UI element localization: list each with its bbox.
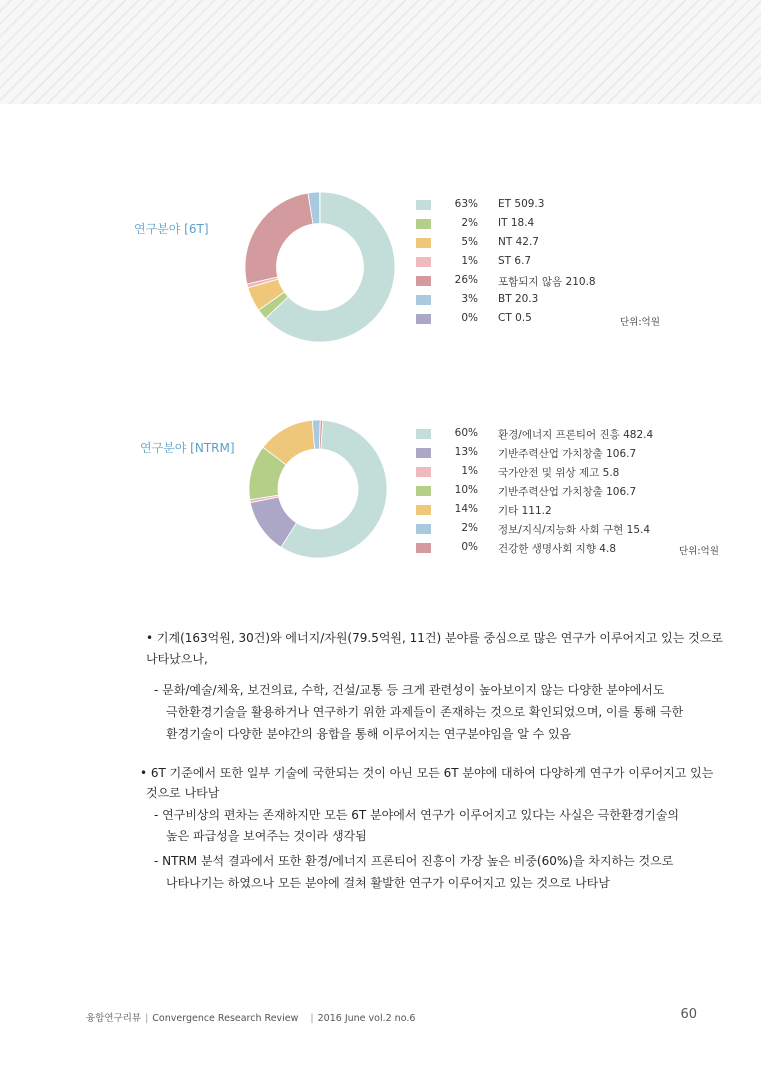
legend-label: 국가안전 및 위상 제고 5.8 xyxy=(498,467,620,479)
legend-percent: 26% xyxy=(454,274,478,286)
legend-percent: 0% xyxy=(461,312,478,324)
legend-percent: 14% xyxy=(454,503,478,515)
legend-swatch xyxy=(416,219,431,229)
sub-bullet-text: - 연구비상의 편차는 존재하지만 모든 6T 분야에서 연구가 이루어지고 있다는 사실은 극한환경기술의 xyxy=(154,808,679,822)
legend-label: IT 18.4 xyxy=(498,217,535,229)
legend-swatch xyxy=(416,524,431,534)
sub-bullet-text: 나타나기는 하였으나 모든 분야에 걸쳐 활발한 연구가 이루어지고 있는 것으로 나타남 xyxy=(166,876,610,890)
legend-percent: 2% xyxy=(461,217,478,229)
sub-bullet-text: - 문화/예술/체육, 보건의료, 수학, 건설/교통 등 크게 관련성이 높아보이지 않는 다양한 분야에서도 xyxy=(154,683,665,697)
legend-label: 기타 111.2 xyxy=(498,505,552,517)
legend-swatch xyxy=(416,467,431,477)
legend-percent: 5% xyxy=(461,236,478,248)
legend-percent: 1% xyxy=(461,465,478,477)
legend-percent: 3% xyxy=(461,293,478,305)
issue-info: 2016 June vol.2 no.6 xyxy=(317,1013,416,1024)
legend-percent: 63% xyxy=(454,198,478,210)
bullet-text: 나타났으나, xyxy=(146,652,208,666)
legend-swatch xyxy=(416,486,431,496)
unit-label: 단위:억원 xyxy=(679,546,719,557)
donut-slice-4 xyxy=(245,193,313,284)
legend-label: NT 42.7 xyxy=(498,236,539,248)
sub-bullet-text: 환경기술이 다양한 분야간의 융합을 통해 이루어지는 연구분야임을 알 수 있음 xyxy=(166,727,572,741)
legend-percent: 60% xyxy=(454,427,478,439)
legend-swatch xyxy=(416,295,431,305)
legend-label: 포함되지 않음 210.8 xyxy=(498,276,596,288)
unit-label: 단위:억원 xyxy=(620,317,660,328)
chart-legend xyxy=(416,427,716,567)
sub-bullet-text: 높은 파급성을 보여주는 것이라 생각됨 xyxy=(166,829,367,843)
legend-swatch xyxy=(416,257,431,267)
legend-swatch xyxy=(416,543,431,553)
legend-swatch xyxy=(416,276,431,286)
legend-label: ET 509.3 xyxy=(498,198,545,210)
bullet-text: 것으로 나타남 xyxy=(146,786,220,800)
donut-chart xyxy=(244,191,396,343)
page-footer: 융합연구리뷰 | Convergence Research Review | 2016 June vol.2 no.6 xyxy=(86,1013,416,1024)
donut-chart xyxy=(248,419,388,559)
legend-label: ST 6.7 xyxy=(498,255,532,267)
legend-swatch xyxy=(416,448,431,458)
legend-label: BT 20.3 xyxy=(498,293,539,305)
page-number: 60 xyxy=(680,1007,697,1022)
legend-label: 기반주력산업 가치창출 106.7 xyxy=(498,486,637,498)
legend-label: 건강한 생명사회 지향 4.8 xyxy=(498,543,616,555)
chart-title: 연구분야 [NTRM] xyxy=(140,441,235,455)
legend-swatch xyxy=(416,429,431,439)
journal-name-ko: 융합연구리뷰 xyxy=(86,1013,142,1024)
legend-label: 정보/지식/지능화 사회 구현 15.4 xyxy=(498,524,651,536)
legend-percent: 0% xyxy=(461,541,478,553)
bullet-text: • 기계(163억원, 30건)와 에너지/자원(79.5억원, 11건) 분야를 중심으로 많은 연구가 이루어지고 있는 것으로 xyxy=(146,631,723,645)
legend-label: CT 0.5 xyxy=(498,312,532,324)
journal-name-en: Convergence Research Review xyxy=(152,1013,299,1024)
legend-swatch xyxy=(416,314,431,324)
legend-label: 기반주력산업 가치창출 106.7 xyxy=(498,448,637,460)
legend-swatch xyxy=(416,238,431,248)
legend-swatch xyxy=(416,505,431,515)
chart-title: 연구분야 [6T] xyxy=(134,222,209,236)
header-pattern-band xyxy=(0,0,761,104)
legend-percent: 2% xyxy=(461,522,478,534)
sub-bullet-text: 극한환경기술을 활용하거나 연구하기 위한 과제들이 존재하는 것으로 확인되었으며, 이를 통해 극한 xyxy=(166,705,684,719)
legend-percent: 13% xyxy=(454,446,478,458)
legend-percent: 1% xyxy=(461,255,478,267)
legend-label: 환경/에너지 프론티어 진흥 482.4 xyxy=(498,429,654,441)
legend-swatch xyxy=(416,200,431,210)
body-text xyxy=(140,628,723,898)
legend-percent: 10% xyxy=(454,484,478,496)
sub-bullet-text: - NTRM 분석 결과에서 또한 환경/에너지 프론티어 진흥이 가장 높은 비중(60%)을 차지하는 것으로 xyxy=(154,854,674,868)
bullet-text: • 6T 기준에서 또한 일부 기술에 국한되는 것이 아닌 모든 6T 분야에 대하여 다양하게 연구가 이루어지고 있는 xyxy=(140,766,714,780)
